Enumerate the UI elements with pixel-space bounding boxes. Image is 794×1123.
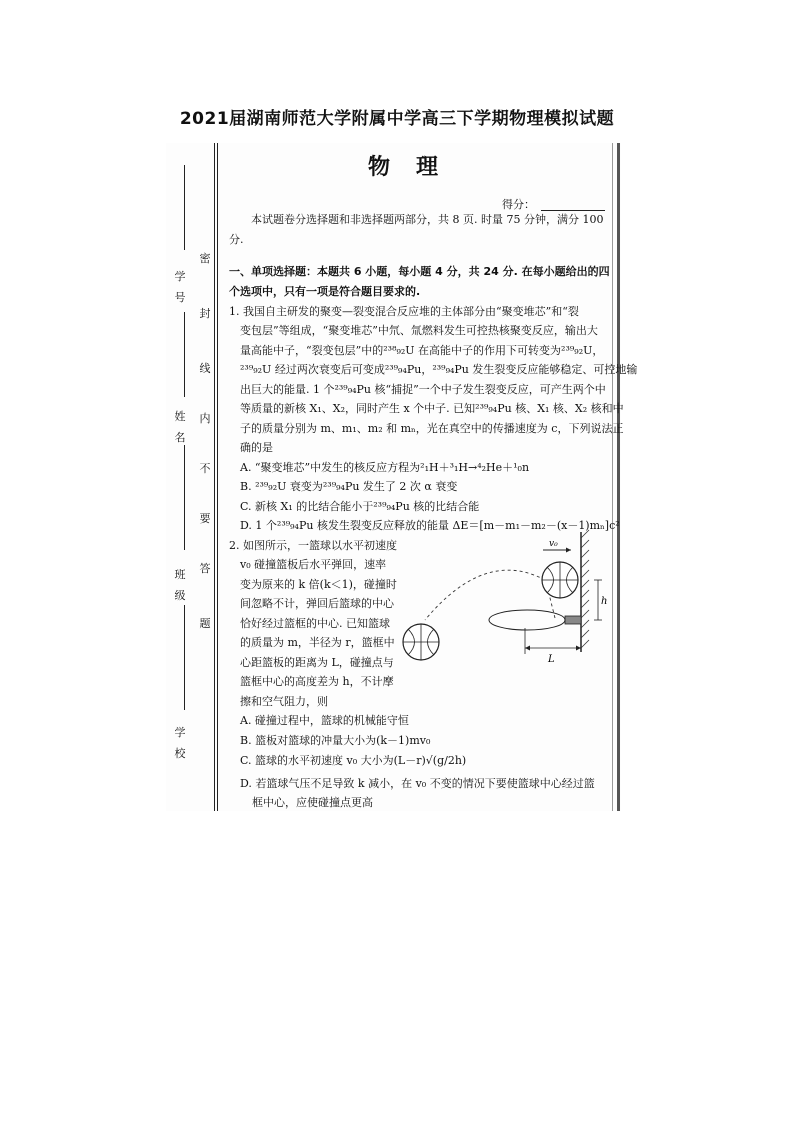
class-blank (184, 445, 185, 550)
q2-line: 心距篮板的距离为 L，碰撞点与 (240, 656, 394, 669)
binding-notice-char: 不 (199, 462, 211, 475)
class-label: 班 级 (174, 568, 186, 602)
q2-line: 恰好经过篮框的中心. 已知篮球 (240, 617, 390, 630)
q1-line: 子的质量分别为 m、m₁、m₂ 和 mₙ，光在真空中的传播速度为 c，下列说法正 (240, 422, 624, 435)
basketball-backboard-diagram (395, 528, 610, 680)
q1-option-c: C. 新核 X₁ 的比结合能小于²³⁹₉₄Pu 核的比结合能 (240, 500, 480, 513)
basketball-left (403, 624, 439, 660)
backboard-hatching (581, 530, 589, 648)
subject-heading: 物理 (367, 154, 464, 180)
label-L: L (548, 654, 555, 665)
name-label: 姓 名 (174, 410, 186, 444)
q2-line: 间忽略不计，弹回后篮球的中心 (240, 597, 394, 610)
q1-option-b: B. ²³⁹₉₂U 衰变为²³⁹₉₄Pu 发生了 2 次 α 衰变 (240, 480, 458, 493)
scan-right-edge (617, 143, 620, 811)
name-blank (184, 312, 185, 397)
binding-line-outer (214, 143, 215, 811)
q1-line: 变包层”等组成，“聚变堆芯”中氘、氚燃料发生可控热核聚变反应，输出大 (240, 324, 598, 337)
q1-option-d: D. 1 个²³⁹₉₄Pu 核发生裂变反应释放的能量 ΔE＝[m－m₁－m₂－(x－1)mₙ]c² (240, 519, 620, 532)
student-id-blank (184, 165, 185, 250)
velocity-arrowhead (566, 548, 571, 553)
section-1-heading: 一、单项选择题：本题共 6 小题，每小题 4 分，共 24 分. 在每小题给出的四个选项中，只有一项是符合题目要求的. (229, 265, 610, 298)
q1-line: 出巨大的能量. 1 个²³⁹₉₄Pu 核“捕捉”一个中子发生裂变反应，可产生两个中 (240, 383, 606, 396)
q1-line: 确的是 (240, 441, 273, 454)
document-title: 2021届湖南师范大学附属中学高三下学期物理模拟试题 (179, 109, 615, 129)
q2-option-c: C. 篮球的水平初速度 v₀ 大小为(L－r)√(g/2h) (240, 754, 467, 767)
binding-notice-char: 线 (199, 362, 211, 375)
q2-line: 变为原来的 k 倍(k＜1)，碰撞时 (240, 578, 397, 591)
student-id-label: 学 号 (174, 270, 186, 304)
q1-option-a: A. “聚变堆芯”中发生的核反应方程为²₁H＋³₁H→⁴₂He＋¹₀n (240, 461, 530, 474)
q2-line: v₀ 碰撞篮板后水平弹回，速率 (240, 558, 387, 571)
binding-notice-char: 要 (199, 512, 211, 525)
label-v0: v₀ (549, 539, 558, 549)
q2-option-d-cont: 框中心，应使碰撞点更高 (252, 796, 373, 809)
q1-line: 1. 我国自主研发的聚变—裂变混合反应堆的主体部分由“聚变堆芯”和“裂 (229, 305, 579, 318)
binding-notice-char: 密 (199, 252, 211, 265)
exam-intro: 本试题卷分选择题和非选择题两部分，共 8 页. 时量 75 分钟，满分 100 分. (229, 213, 604, 246)
q2-line: 的质量为 m，半径为 r，篮框中 (240, 636, 395, 649)
L-arrow-left (525, 646, 530, 651)
basketball-at-backboard (542, 562, 578, 598)
q2-line: 擦和空气阻力，则 (240, 695, 328, 708)
binding-notice-char: 封 (199, 307, 211, 320)
q1-line: ²³⁹₉₂U 经过两次衰变后可变成²³⁹₉₄Pu，²³⁹₉₄Pu 发生裂变反应能够稳定、可控地输 (240, 363, 638, 376)
q2-option-a: A. 碰撞过程中，篮球的机械能守恒 (240, 714, 409, 727)
binding-line-inner (217, 143, 218, 811)
basket-rim (489, 610, 565, 630)
q2-line: 篮框中心的高度差为 h，不计摩 (240, 675, 394, 688)
ball-trajectory (425, 570, 545, 620)
q2-line: 2. 如图所示，一篮球以水平初速度 (229, 539, 397, 552)
q1-line: 等质量的新核 X₁、X₂，同时产生 x 个中子. 已知²³⁹₉₄Pu 核、X₁ 核、X₂ 核和中 (240, 402, 624, 415)
q1-line: 量高能中子，“裂变包层”中的²³⁸₉₂U 在高能中子的作用下可转变为²³⁹₉₂U， (240, 344, 604, 357)
binding-notice-char: 题 (199, 617, 211, 630)
binding-notice-char: 内 (199, 412, 211, 425)
score-label: 得分： (502, 198, 535, 211)
q2-option-b: B. 篮板对篮球的冲量大小为(k－1)mv₀ (240, 734, 431, 747)
scan-right-edge-inner (612, 143, 613, 811)
q2-option-d: D. 若篮球气压不足导致 k 减小，在 v₀ 不变的情况下要使篮球中心经过篮 (240, 777, 595, 790)
rim-bracket (565, 616, 581, 624)
school-blank (184, 605, 185, 710)
school-label: 学 校 (174, 726, 186, 760)
label-h: h (601, 596, 608, 607)
binding-notice-char: 答 (199, 562, 211, 575)
